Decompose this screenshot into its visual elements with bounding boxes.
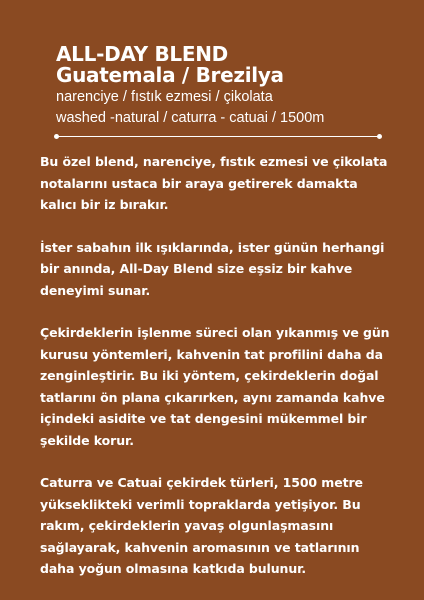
product-header [40, 44, 394, 129]
description [40, 151, 390, 580]
tasting-notes: narenciye / fıstık ezmesi / çikolata [56, 89, 273, 105]
description-paragraph-varieties: Caturra ve Catuai çekirdek türleri, 1500 metre yükseklikteki verimli topraklarda yetişiyor. Bu rakım, çekirdeklerin yavaş olgunlaşmasını sağlayarak, kahvenin aromasının ve tatlarının daha yoğun olmasına katkıda bulunur. [40, 475, 363, 576]
divider-dot-right [377, 134, 382, 139]
header-divider [56, 136, 380, 137]
divider-dot-left [54, 134, 59, 139]
description-paragraph-experience: İster sabahın ilk ışıklarında, ister günün herhangi bir anında, All-Day Blend size eşsiz bir kahve deneyimi sunar. [40, 239, 385, 298]
description-paragraph-process: Çekirdeklerin işlenme süreci olan yıkanmış ve gün kurusu yöntemleri, kahvenin tat profilini daha da zenginleştirir. Bu iki yöntem, çekirdeklerin doğal tatlarını ön plana çıkarırken, aynı zamanda kahve içindeki asidite ve tat dengesini mükemmel bir şekilde korur. [40, 325, 390, 448]
product-origin: Guatemala / Brezilya [56, 63, 284, 87]
process-info: washed -natural / caturra - catuai / 1500m [56, 110, 325, 126]
product-title: ALL-DAY BLEND [56, 42, 228, 66]
description-paragraph-intro: Bu özel blend, narenciye, fıstık ezmesi ve çikolata notalarını ustaca bir araya getirerek damakta kalıcı bir iz bırakır. [40, 154, 388, 212]
